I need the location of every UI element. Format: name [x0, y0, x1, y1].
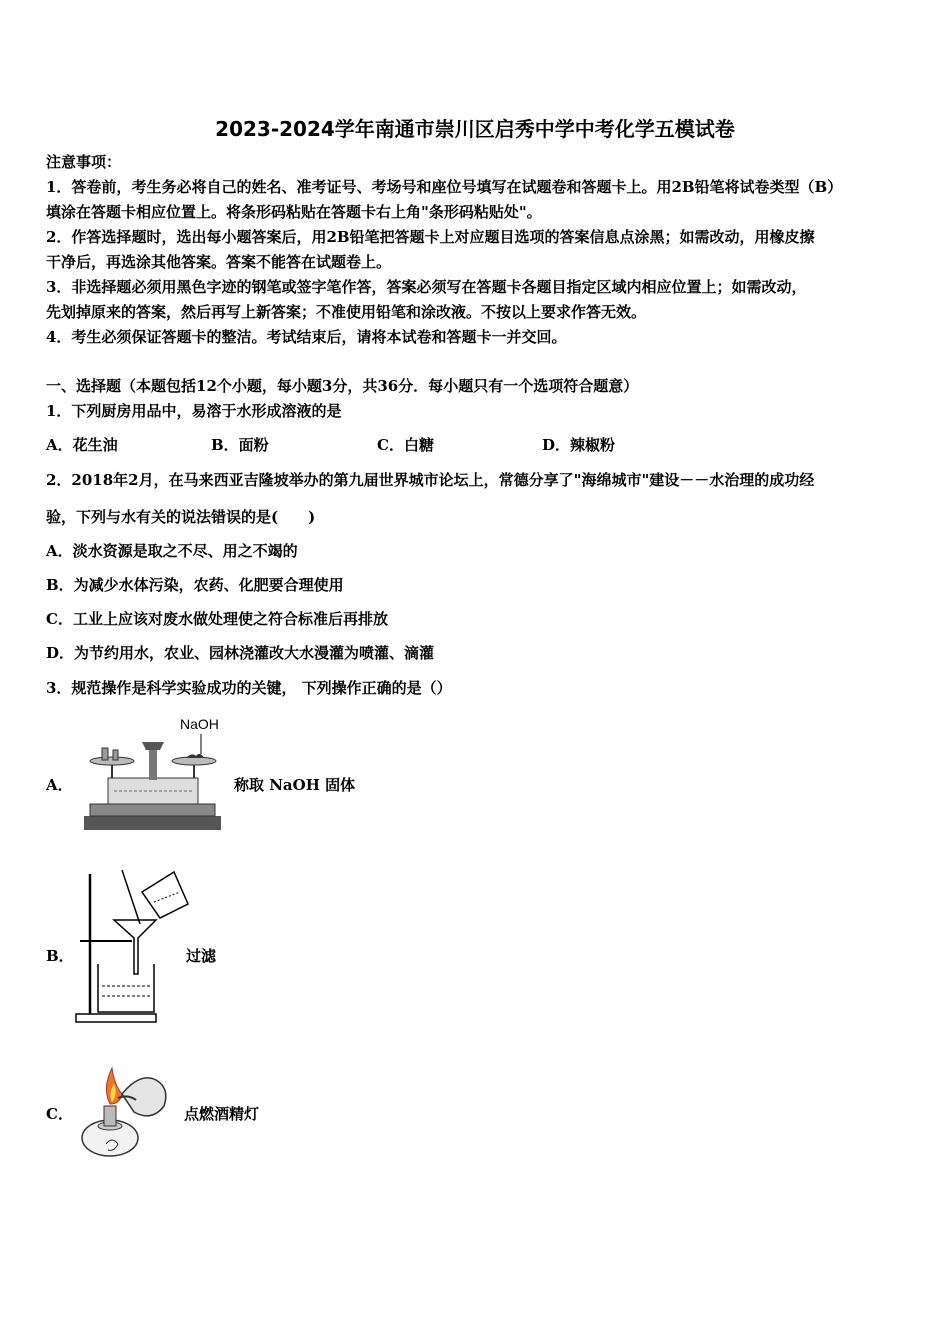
q1-option-b: B．面粉 [211, 436, 269, 454]
section-heading: 一、选择题（本题包括12个小题，每小题3分，共36分．每小题只有一个选项符合题意） [46, 377, 639, 395]
q1-option-a: A．花生油 [46, 436, 118, 454]
q3-option-b-label: 过滤 [186, 947, 217, 965]
page-title: 2023-2024学年南通市崇川区启秀中学中考化学五模试卷 [215, 117, 735, 141]
filtration-icon [74, 866, 192, 1026]
balance-icon [80, 734, 225, 832]
q2-option-c: C．工业上应该对废水做处理使之符合标准后再排放 [46, 610, 388, 628]
q3-option-a-label: 称取 NaOH 固体 [234, 776, 356, 794]
alcohol-lamp-icon [78, 1054, 174, 1162]
q2-option-a: A．淡水资源是取之不尽、用之不竭的 [46, 542, 298, 560]
notice-line: 填涂在答题卡相应位置上。将条形码粘贴在答题卡右上角"条形码粘贴处"。 [46, 203, 542, 221]
q1-option-c: C．白糖 [377, 436, 434, 454]
q2-stem: 2．2018年2月，在马来西亚吉隆坡举办的第九届世界城市论坛上，常德分享了"海绵城市"建设－－水治理的成功经 [46, 471, 815, 489]
notice-line: 2．作答选择题时，选出每小题答案后，用2B铅笔把答题卡上对应题目选项的答案信息点涂黑；如需改动，用橡皮擦 [46, 228, 815, 246]
q1-stem: 1．下列厨房用品中，易溶于水形成溶液的是 [46, 402, 342, 420]
notice-line: 4．考生必须保证答题卡的整洁。考试结束后，请将本试卷和答题卡一并交回。 [46, 328, 567, 346]
naoh-label: NaOH [180, 716, 219, 732]
q2-option-b: B．为减少水体污染，农药、化肥要合理使用 [46, 576, 344, 594]
notice-line: 1．答卷前，考生务必将自己的姓名、准考证号、考场号和座位号填写在试题卷和答题卡上。用2B铅笔将试卷类型（B） [46, 178, 843, 196]
q3-option-c-letter: C． [46, 1105, 73, 1123]
notice-heading: 注意事项： [46, 153, 122, 171]
q3-option-a-letter: A． [46, 776, 73, 794]
q3-stem: 3．规范操作是科学实验成功的关键， 下列操作正确的是（） [46, 679, 452, 697]
notice-line: 先划掉原来的答案，然后再写上新答案；不准使用铅笔和涂改液。不按以上要求作答无效。 [46, 303, 647, 321]
q2-stem: 验，下列与水有关的说法错误的是( ) [46, 508, 316, 526]
notice-line: 干净后，再选涂其他答案。答案不能答在试题卷上。 [46, 253, 392, 271]
q1-option-d: D．辣椒粉 [542, 436, 616, 454]
q3-option-c-label: 点燃酒精灯 [184, 1105, 260, 1123]
q2-option-d: D．为节约用水，农业、园林浇灌改大水漫灌为喷灌、滴灌 [46, 644, 435, 662]
notice-line: 3．非选择题必须用黑色字迹的钢笔或签字笔作答，答案必须写在答题卡各题目指定区域内相应位置上；如需改动， [46, 278, 807, 296]
q3-option-b-letter: B． [46, 947, 74, 965]
